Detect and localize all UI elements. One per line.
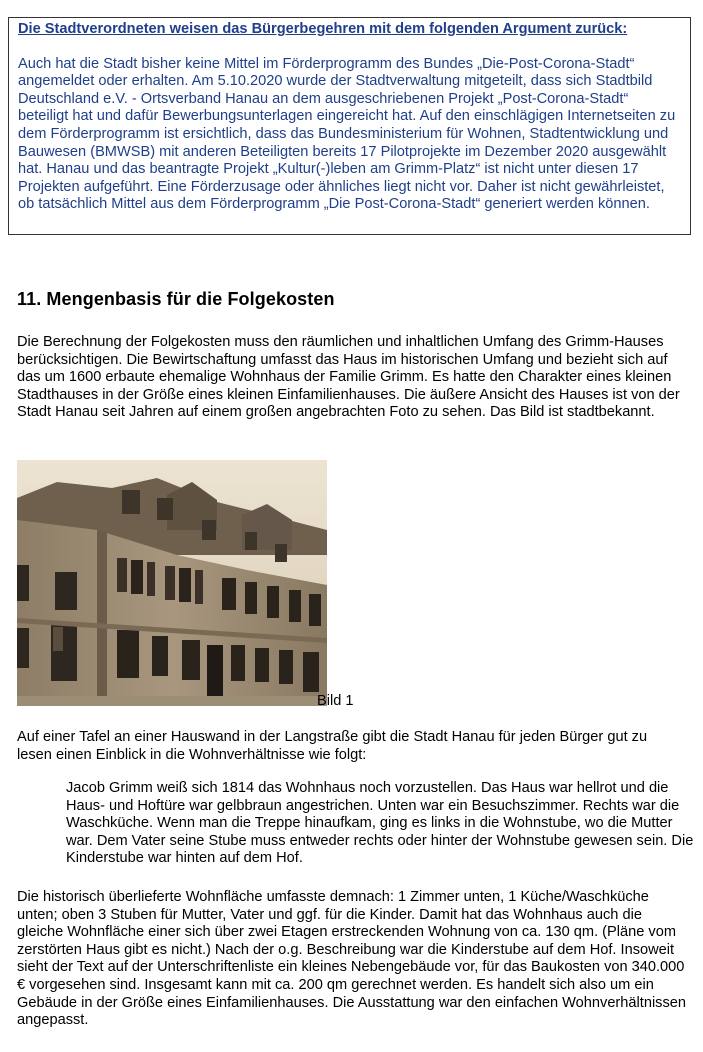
argument-box [8,17,691,235]
grimm-house-photo [17,460,327,706]
argument-box-heading: Die Stadtverordneten weisen das Bürgerbegehren mit dem folgenden Argument zurück: [18,21,628,37]
section-title: 11. Mengenbasis für die Folgekosten [17,289,335,309]
quote-grimm: Jacob Grimm weiß sich 1814 das Wohnhaus noch vorzustellen. Das Haus war hellrot und die Haus- und Hoftüre war gelbbraun angestrichen. Unten war ein Besuchszimmer. Rechts war die Waschküche. Wenn man die Treppe hinaufkam, ging es links in die Wohnstube, wo die Mutter war. Dem Vater seine Stube muss entweder rechts oder hinter der Wohnstube gewesen sein. Die Kinderstube war hinten auf dem Hof. [66,780,694,867]
paragraph-tafel: Auf einer Tafel an einer Hauswand in der Langstraße gibt die Stadt Hanau für jeden Bürger gut zu lesen einen Einblick in die Wohnverhältnisse wie folgt: [17,729,648,763]
figure-caption: Bild 1 [317,693,354,709]
paragraph-folgekosten: Die Berechnung der Folgekosten muss den räumlichen und inhaltlichen Umfang des Grimm-Hauses berücksichtigen. Die Bewirtschaftung umfasst das Haus im historischen Umfang und bezieht sich auf das um 1600 erbaute ehemalige Wohnhaus der Familie Grimm. Es hatte den Charakter eines kleinen Stadthauses in der Größe eines kleinen Einfamilienhauses. Die äußere Ansicht des Hauses ist von der Stadt Hanau seit Jahren auf einem großen angebrachten Foto zu sehen. Das Bild ist stadtbekannt. [17,334,680,421]
paragraph-wohnflaeche: Die historisch überlieferte Wohnfläche umfasste demnach: 1 Zimmer unten, 1 Küche/Waschküche unten; oben 3 Stuben für Mutter, Vater und ggf. für die Kinder. Damit hat das Wohnhaus auch die gleiche Wohnfläche einer sich über zwei Etagen erstreckenden Wohnung von ca. 130 qm. (Pläne vom zerstörten Haus gibt es nicht.) Nach der o.g. Beschreibung war die Kinderstube auf dem Hof. Insoweit sieht der Text auf der Unterschriftenliste ein kleines Nebengebäude vor, für das Baukosten von 340.000 € vorgesehen sind. Insgesamt kann mit ca. 200 qm gerechnet werden. Es handelt sich also um ein Gebäude in der Größe eines Einfamilienhauses. Die Ausstattung war den einfachen Wohnverhältnissen angepasst. [17,889,687,1029]
argument-box-text: Auch hat die Stadt bisher keine Mittel im Förderprogramm des Bundes „Die-Post-Corona-Stadt“ angemeldet oder erhalten. Am 5.10.2020 wurde der Stadtverwaltung mitgeteilt, dass sich Stadtbild Deutschland e.V. - Ortsverband Hanau an dem ausgeschriebenen Projekt „Post-Corona-Stadt“ beteiligt hat und dafür Bewerbungsunterlagen eingereicht hat. Auf den einschlägigen Internetseiten zu dem Förderprogramm ist ersichtlich, dass das Bundesministerium für Wohnen, Stadtentwicklung und Bauwesen (BMWSB) mit anderen Beteiligten bereits 17 Pilotprojekte im Dezember 2020 ausgewählt hat. Hanau und das beantragte Projekt „Kultur(-)leben am Grimm-Platz“ ist nicht unter diesen 17 Projekten aufgeführt. Eine Förderzusage oder ähnliches liegt nicht vor. Daher ist nicht gewährleistet, ob tatsächlich Mittel aus dem Förderprogramm „Die Post-Corona-Stadt“ generiert werden können. [18,55,676,213]
